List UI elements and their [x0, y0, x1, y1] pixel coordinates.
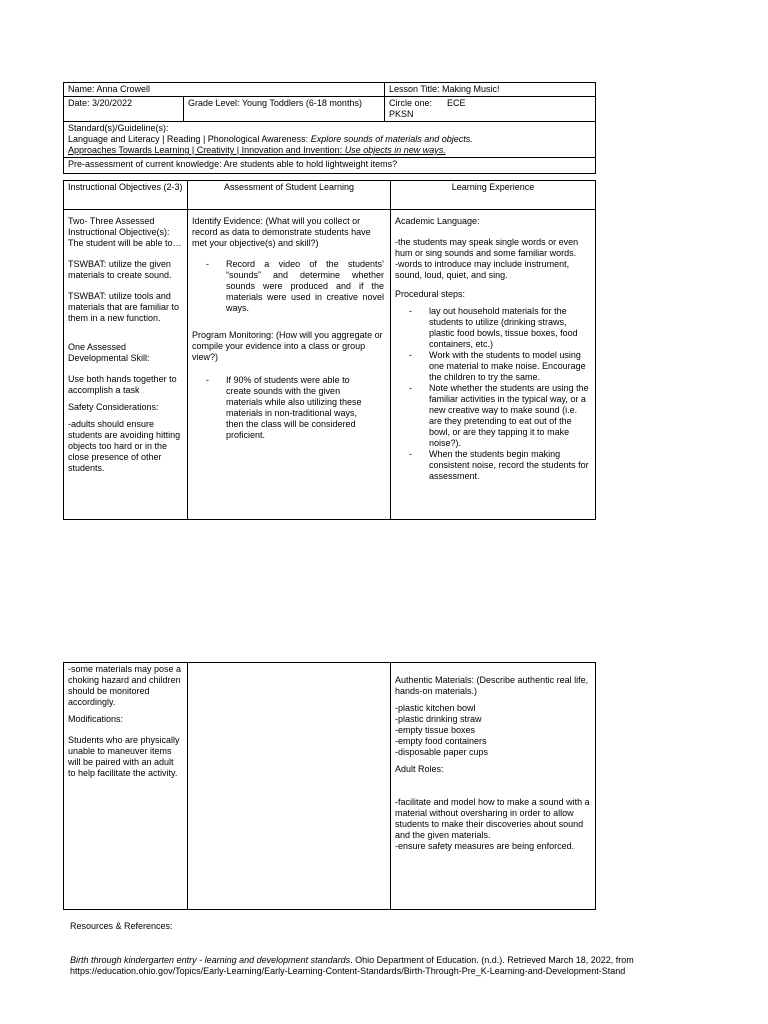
continued-experience-cell [391, 663, 596, 910]
adult-roles-heading: Adult Roles: [395, 764, 444, 774]
continued-objectives-cell [64, 663, 188, 910]
grade-level-cell: Grade Level: Young Toddlers (6-18 months) [184, 97, 385, 122]
col-header-objectives: Instructional Objectives (2-3) [64, 181, 188, 210]
experience-cell [391, 210, 596, 520]
standard-2 [68, 145, 591, 156]
adult-role-2: -ensure safety measures are being enforced. [395, 841, 575, 851]
standard-1 [68, 134, 591, 145]
lesson-table [63, 180, 596, 520]
citation-title: Birth through kindergarten entry - learning and development standards [70, 955, 351, 965]
tswbat-1: TSWBAT: utilize the given materials to create sound. [68, 259, 172, 280]
academic-2: -words to introduce may include instrument, sound, loud, quiet, and sing. [395, 259, 570, 280]
resources-heading: Resources & References: [70, 921, 173, 931]
identify-evidence-list [192, 259, 386, 314]
col-header-assessment: Assessment of Student Learning [188, 181, 391, 210]
procedural-step: - Work with the students to model using one material to make noise. Encourage the children to try the same. [395, 350, 591, 383]
name-cell: Name: Anna Crowell [64, 83, 385, 97]
program-monitoring-list [192, 375, 386, 441]
col-header-experience: Learning Experience [391, 181, 596, 210]
objectives-intro: Two- Three Assessed Instructional Objective(s): The student will be able to… [68, 216, 182, 248]
citation [70, 955, 690, 977]
continued-assessment-cell [188, 663, 391, 910]
header-table [63, 82, 596, 174]
circle-one-line1: Circle one: ECE [389, 98, 466, 108]
citation-url[interactable]: https://education.ohio.gov/Topics/Early-Learning/Early-Learning-Content-Standards/Birth-Through-Pre_K-Learning-and-Development-Stand [70, 966, 626, 976]
standard-1-prefix: Language and Literacy | Reading | Phonological Awareness: [68, 134, 311, 144]
dev-skill: Use both hands together to accomplish a task [68, 374, 177, 395]
standards-cell [64, 122, 596, 158]
procedural-steps [395, 306, 591, 482]
standard-2-italic: Use objects in new ways. [344, 145, 446, 155]
lesson-title-cell: Lesson Title: Making Music! [385, 83, 596, 97]
procedural-step: - When the students begin making consistent noise, record the students for assessment. [395, 449, 591, 482]
adult-role-1: -facilitate and model how to make a sound with a material without oversharing in order to allow students to make their discoveries about sound and the given materials. [395, 797, 590, 840]
citation-line [70, 955, 690, 966]
circle-one-cell [385, 97, 596, 122]
modifications-text: Students who are physically unable to maneuver items will be paired with an adult to help facilitate the activity. [68, 735, 180, 778]
tswbat-2: TSWBAT: utilize tools and materials that are familiar to them in a new function. [68, 291, 180, 323]
preassessment-cell: Pre-assessment of current knowledge: Are students able to hold lightweight items? [64, 158, 596, 174]
program-monitoring-item: - If 90% of students were able to create sounds with the given materials while also utilizing these materials in non-traditional ways, then the class will be considered proficient. [192, 375, 386, 441]
academic-heading: Academic Language: [395, 216, 480, 226]
identify-evidence: Identify Evidence: (What will you collect or record as data to demonstrate students have met your objective(s) and skill?) [192, 216, 371, 248]
standards-heading: Standard(s)/Guideline(s): [68, 123, 169, 133]
date-cell: Date: 3/20/2022 [64, 97, 184, 122]
material-item: -empty food containers [395, 736, 487, 746]
academic-1: -the students may speak single words or even hum or sing sounds and some familiar words. [395, 237, 579, 258]
safety-2: -some materials may pose a choking hazard and children should be monitored accordingly. [68, 664, 182, 707]
material-item: -plastic drinking straw [395, 714, 482, 724]
identify-evidence-item: - Record a video of the students’ “sounds” and determine whether sounds were produced and if the materials were used in creative novel ways. [192, 259, 386, 314]
procedural-step: - Note whether the students are using the familiar activities in the typical way, or a new creative way to make sound (i.e. are they pretending to eat out of the bowl, or are they tapping it to make noise?). [395, 383, 591, 449]
safety-1: -adults should ensure students are avoiding hitting objects too hard or in the close presence of other students. [68, 419, 181, 473]
procedural-heading: Procedural steps: [395, 289, 466, 299]
procedural-step: - lay out household materials for the students to utilize (drinking straws, plastic food bowls, tissue boxes, food containers, etc.) [395, 306, 591, 350]
material-item: -plastic kitchen bowl [395, 703, 476, 713]
circle-one-line2: PKSN [389, 109, 414, 119]
program-monitoring: Program Monitoring: (How will you aggregate or compile your evidence into a class or group view?) [192, 330, 383, 362]
material-item: -disposable paper cups [395, 747, 489, 757]
material-item: -empty tissue boxes [395, 725, 476, 735]
continuation-table [63, 662, 596, 910]
standard-2-prefix: Approaches Towards Learning | Creativity | Innovation and Invention: [68, 145, 345, 155]
authentic-heading: Authentic Materials: (Describe authentic real life, hands-on materials.) [395, 675, 589, 696]
assessment-cell [188, 210, 391, 520]
modifications-heading: Modifications: [68, 714, 124, 724]
standard-1-italic: Explore sounds of materials and objects. [310, 134, 473, 144]
objectives-cell [64, 210, 188, 520]
citation-rest: . Ohio Department of Education. (n.d.). Retrieved March 18, 2022, from [350, 955, 634, 965]
dev-skill-heading: One Assessed Developmental Skill: [68, 342, 150, 363]
safety-heading: Safety Considerations: [68, 402, 159, 412]
